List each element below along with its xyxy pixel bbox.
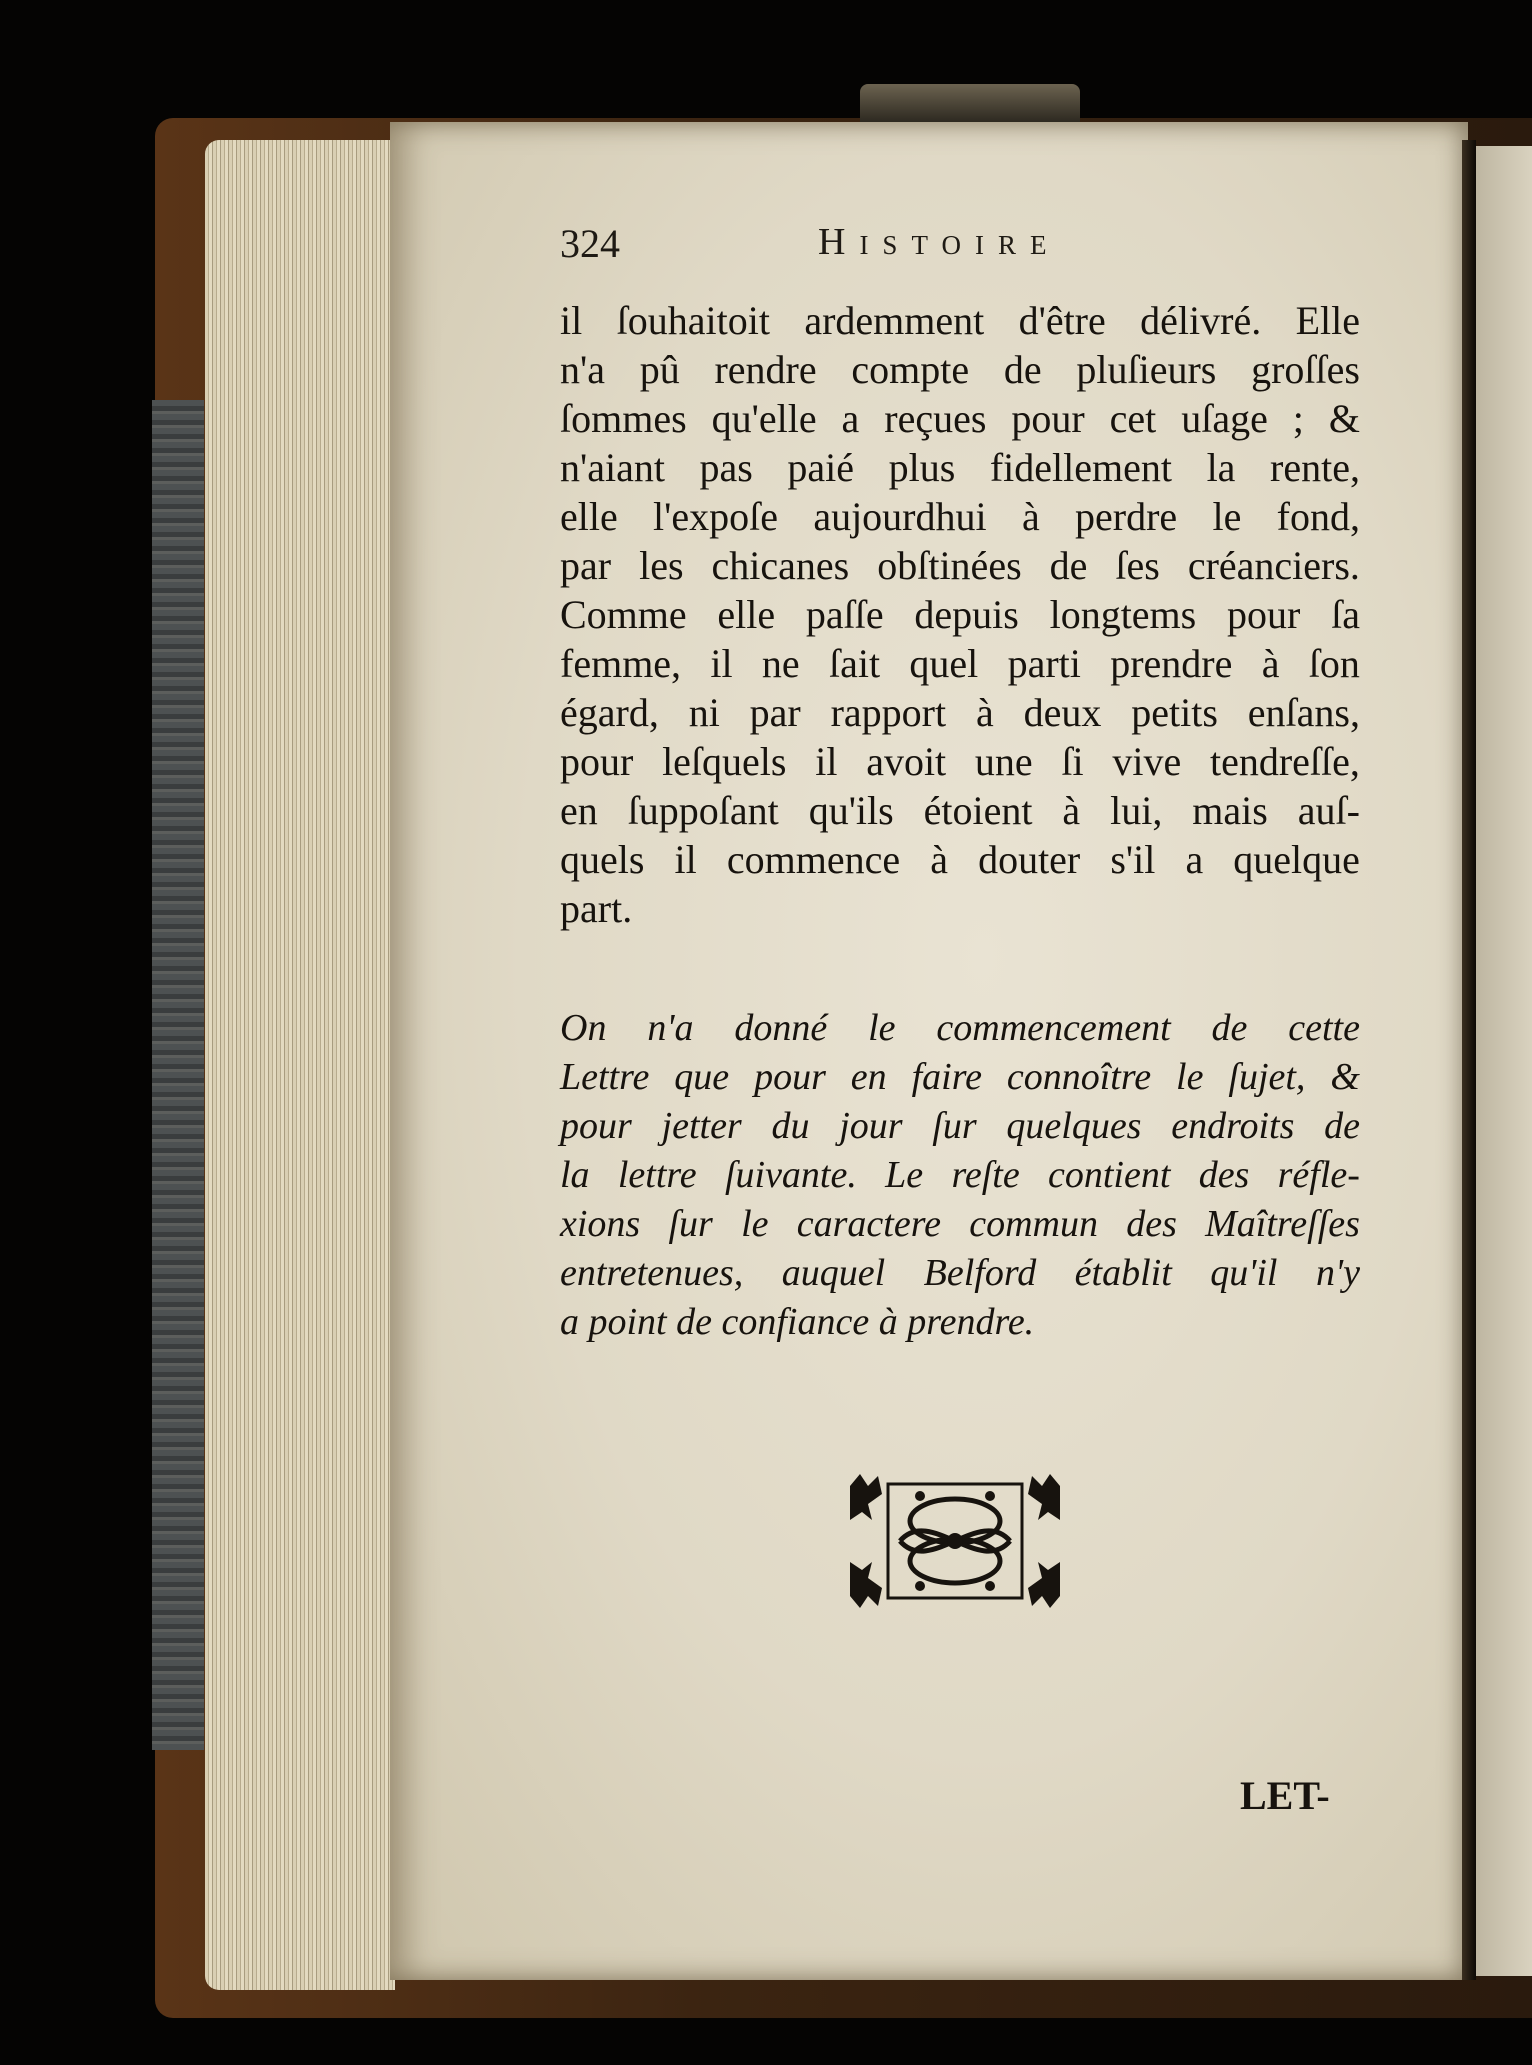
body-line: égard, ni par rapport à deux petits enſans, xyxy=(560,690,1360,735)
body-line: pour leſquels il avoit une ſi vive tendreſſe, xyxy=(560,739,1360,784)
body-text xyxy=(560,296,1360,933)
page-number: 324 xyxy=(560,221,620,266)
note-line: Lettre que pour en faire connoître le ſujet, & xyxy=(560,1056,1360,1098)
marbled-board-edge xyxy=(152,400,204,1750)
body-line: quels il commence à douter s'il a quelque xyxy=(560,837,1360,882)
floral-ornament-icon xyxy=(840,1466,1070,1616)
catchword: LET- xyxy=(1240,1773,1330,1818)
page-gutter xyxy=(1462,140,1476,1980)
body-line: femme, il ne ſait quel parti prendre à ſon xyxy=(560,641,1360,686)
note-line: la lettre ſuivante. Le reſte contient des réfle- xyxy=(560,1154,1360,1196)
page-edges xyxy=(205,140,395,1990)
body-line: part. xyxy=(560,886,633,931)
body-line: il ſouhaitoit ardemment d'être délivré. Elle xyxy=(560,298,1360,343)
facing-page-edge xyxy=(1474,146,1532,1976)
body-line: n'aiant pas paié plus fidellement la rente, xyxy=(560,445,1360,490)
body-line: en ſuppoſant qu'ils étoient à lui, mais auſ- xyxy=(560,788,1360,833)
note-line: xions ſur le caractere commun des Maîtreſſes xyxy=(560,1203,1360,1245)
note-line: On n'a donné le commencement de cette xyxy=(560,1007,1360,1049)
body-line: n'a pû rendre compte de pluſieurs groſſes xyxy=(560,347,1360,392)
note-line: a point de confiance à prendre. xyxy=(560,1301,1035,1343)
book-headband xyxy=(860,84,1080,124)
editorial-note xyxy=(560,1004,1360,1347)
note-line: entretenues, auquel Belford établit qu'il n'y xyxy=(560,1252,1360,1294)
body-line: par les chicanes obſtinées de ſes créanciers. xyxy=(560,543,1360,588)
running-title: Histoire xyxy=(818,221,1061,263)
note-line: pour jetter du jour ſur quelques endroits de xyxy=(560,1105,1360,1147)
body-line: elle l'expoſe aujourdhui à perdre le fond, xyxy=(560,494,1360,539)
running-head xyxy=(560,220,1320,280)
body-line: Comme elle paſſe depuis longtems pour ſa xyxy=(560,592,1360,637)
body-line: ſommes qu'elle a reçues pour cet uſage ; & xyxy=(560,396,1360,441)
